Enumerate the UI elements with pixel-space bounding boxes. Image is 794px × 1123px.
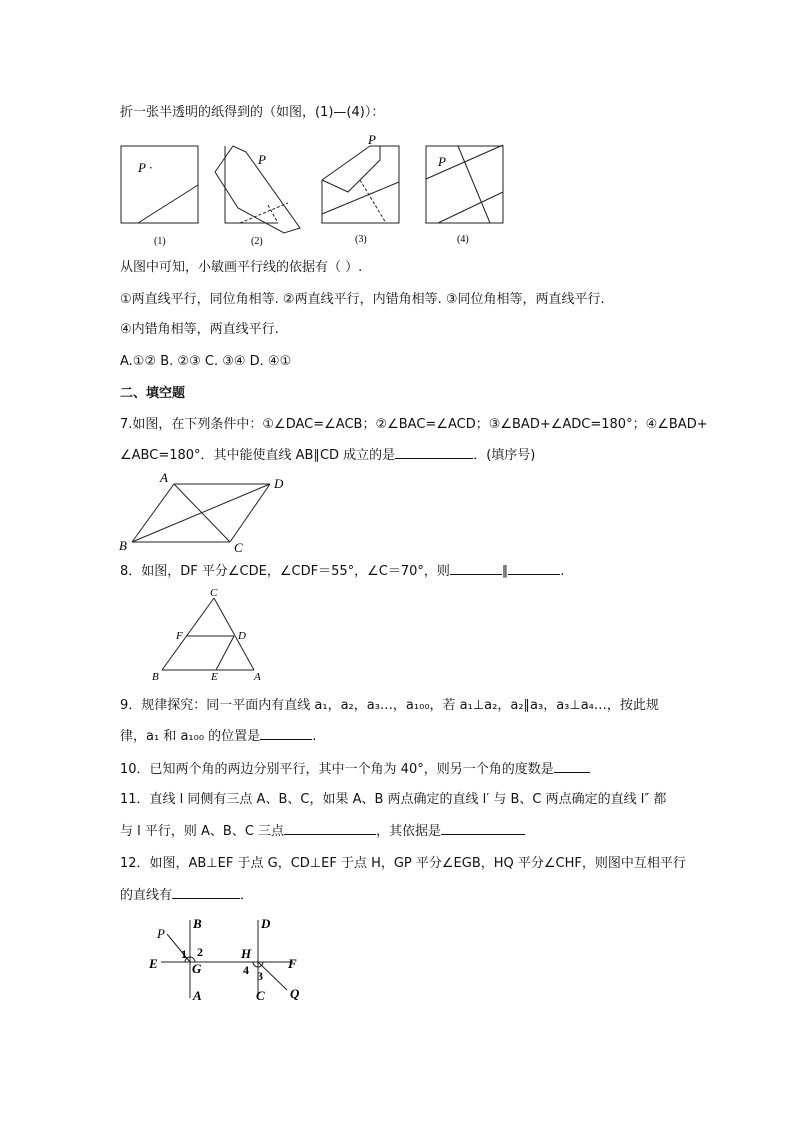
fold-line-1 (138, 185, 198, 223)
label-a: A (193, 988, 202, 1003)
q8-parallel-symbol: ∥ (501, 564, 509, 579)
q12-line2-end: ． (240, 888, 254, 903)
label-angle-3: 3 (257, 969, 263, 983)
segment-ca (214, 598, 254, 670)
q10-answer-blank[interactable] (554, 760, 590, 773)
caption-4: (4) (457, 234, 469, 245)
q7-answer-blank[interactable] (395, 446, 473, 459)
fold-square-1 (121, 146, 198, 223)
q8-answer-blank-1[interactable] (450, 562, 502, 575)
fold-dashed-3 (360, 180, 386, 223)
caption-2: (2) (251, 236, 263, 247)
label-g: G (192, 961, 202, 976)
segment-de (216, 636, 234, 670)
q9-line2-text: 律，a₁ 和 a₁₀₀ 的位置是 (120, 729, 261, 744)
q10-line (120, 760, 590, 779)
p-label-2: P (258, 152, 266, 167)
q7-line2-end: ．(填序号) (473, 448, 536, 463)
q7-line2 (120, 446, 535, 465)
q7-figure (118, 472, 298, 556)
q7-line2-text: ∠ABC=180°．其中能使直线 AB∥CD 成立的是 (120, 448, 396, 463)
label-angle-1: 1 (181, 947, 187, 961)
q11-answer-blank-2[interactable] (441, 822, 525, 835)
segment-cb (162, 598, 214, 670)
label-q: Q (290, 986, 300, 1001)
q12-answer-blank[interactable] (172, 886, 240, 899)
label-d: D (238, 630, 246, 642)
label-h: H (241, 946, 252, 961)
q12-figure (145, 912, 320, 1004)
label-a: A (160, 470, 168, 485)
fold-line-4b (438, 192, 503, 223)
q9-answer-blank[interactable] (260, 727, 312, 740)
q8-end: . (560, 564, 565, 579)
q6-options-line2: ④内错角相等，两直线平行. (120, 322, 279, 337)
intro-text: 折一张半透明的纸得到的（如图，(1)—(4)）： (120, 105, 385, 120)
label-e: E (211, 671, 218, 683)
fold-paper-2 (225, 146, 278, 223)
q11-line2 (120, 822, 525, 841)
caption-3: (3) (355, 234, 367, 245)
q11-basis-text: ，其依据是 (376, 824, 442, 839)
q8-line (120, 562, 565, 581)
q6-question: 从图中可知，小敏画平行线的依据有（ ）. (120, 260, 363, 275)
q8-text: 8．如图，DF 平分∠CDE，∠CDF＝55°，∠C＝70°，则 (120, 564, 450, 579)
label-b: B (193, 916, 202, 931)
fold-dashed-2b (268, 205, 278, 223)
caption-1: (1) (154, 236, 166, 247)
label-e: E (149, 956, 158, 971)
label-a: A (254, 671, 261, 683)
q10-text: 10．已知两个角的两边分别平行，其中一个角为 40°，则另一个角的度数是 (120, 762, 554, 777)
label-d: D (274, 476, 284, 491)
section-title: 二、填空题 (120, 386, 186, 401)
q8-figure (148, 588, 268, 682)
q11-answer-blank-1[interactable] (284, 822, 376, 835)
q6-options-line1: ①两直线平行，同位角相等. ②两直线平行，内错角相等. ③同位角相等，两直线平行. (120, 292, 605, 307)
fold-flap-3 (322, 146, 380, 192)
q7-line1: 7.如图，在下列条件中：①∠DAC=∠ACB；②∠BAC=∠ACD；③∠BAD+∠ADC=180°；④∠BAD+ (120, 417, 708, 432)
q11-line1: 11．直线 l 同侧有三点 A、B、C，如果 A、B 两点确定的直线 l′ 与 B、C 两点确定的直线 l″ 都 (120, 792, 667, 807)
label-c: C (256, 988, 265, 1003)
q11-line2-text: 与 l 平行，则 A、B、C 三点 (120, 824, 285, 839)
p-label-4: P (438, 154, 446, 169)
label-c: C (210, 587, 218, 599)
label-b: B (152, 671, 159, 683)
label-c: C (234, 540, 243, 555)
fold-paper-3 (322, 146, 399, 223)
label-f: F (176, 630, 183, 642)
q12-line2-text: 的直线有 (120, 888, 173, 903)
q9-line1: 9．规律探究：同一平面内有直线 a₁，a₂，a₃…，a₁₀₀，若 a₁⊥a₂，a₂∥a₃，a₃⊥a₄…，按此规 (120, 698, 659, 713)
label-angle-4: 4 (243, 963, 249, 977)
label-b: B (119, 538, 127, 553)
label-angle-2: 2 (197, 945, 203, 959)
q12-line1: 12．如图，AB⊥EF 于点 G，CD⊥EF 于点 H，GP 平分∠EGB，HQ 平分∠CHF，则图中互相平行 (120, 856, 686, 871)
q8-answer-blank-2[interactable] (508, 562, 560, 575)
q6-choices: A.①② B. ②③ C. ③④ D. ④① (120, 354, 292, 369)
p-label-1: P · (138, 160, 153, 175)
p-label-3: P (368, 132, 376, 147)
q9-line2 (120, 727, 316, 746)
fold-figures (118, 132, 528, 250)
q9-line2-end: . (312, 729, 317, 744)
label-d: D (261, 916, 271, 931)
label-f: F (288, 956, 297, 971)
q12-line2 (120, 886, 253, 905)
fold-line-3 (322, 182, 399, 214)
label-p: P (157, 926, 165, 941)
